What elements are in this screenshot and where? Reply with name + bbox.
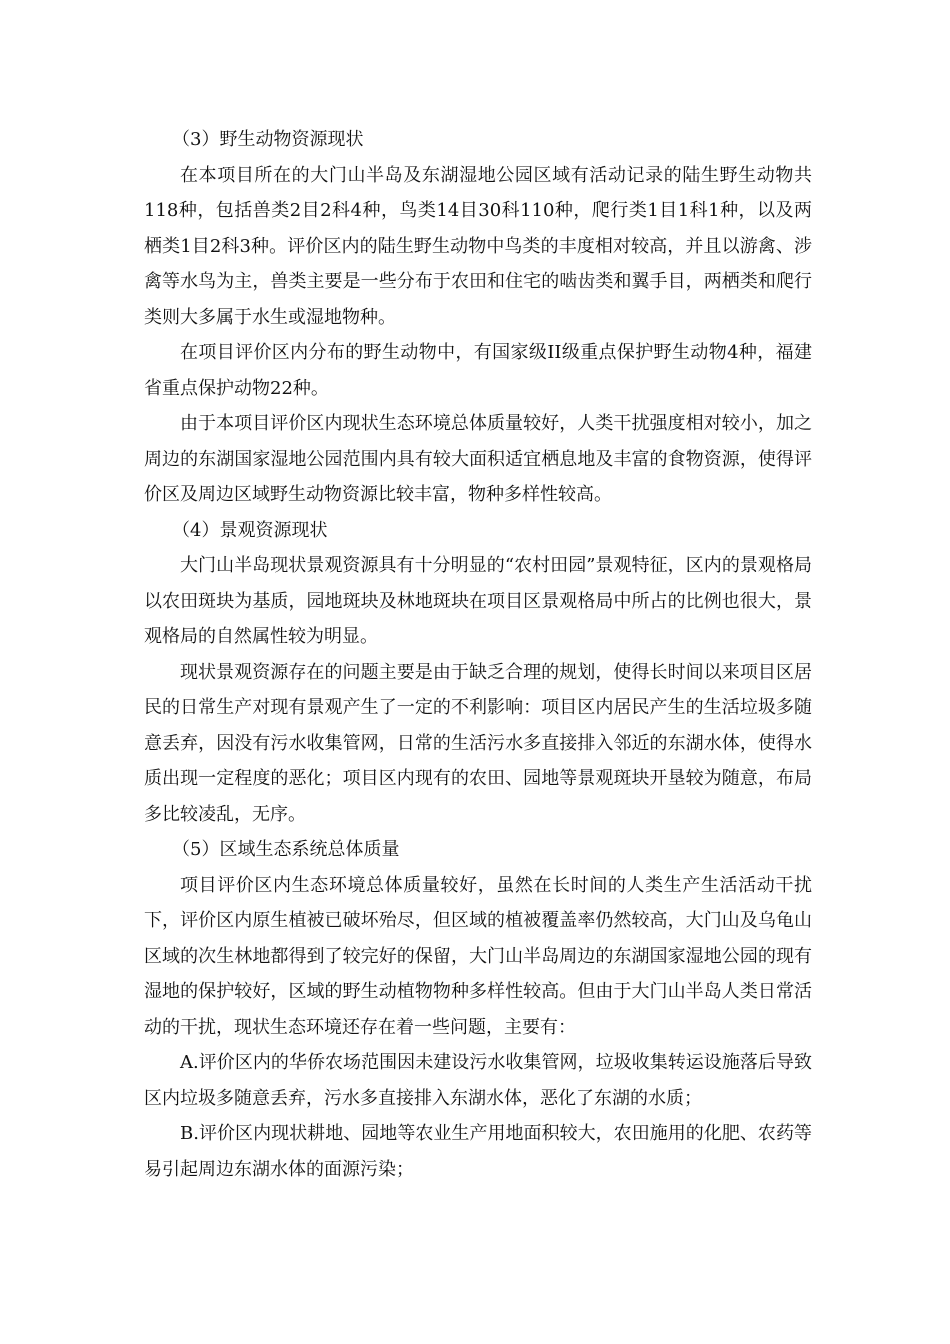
paragraph-wildlife-diversity: 由于本项目评价区内现状生态环境总体质量较好，人类干扰强度相对较小，加之周边的东湖国家湿地公园范围内具有较大面积适宜栖息地及丰富的食物资源，使得评价区及周边区域野生动物资源比较丰富，物种多样性较高。 bbox=[144, 413, 812, 505]
paragraph-protected-species: 在项目评价区内分布的野生动物中，有国家级II级重点保护野生动物4种，福建省重点保护动物22种。 bbox=[144, 342, 812, 399]
paragraph-wildlife-species: 在本项目所在的大门山半岛及东湖湿地公园区域有活动记录的陆生野生动物共118种，包括兽类2目2科4种，鸟类14目30科110种，爬行类1目1科1种，以及两栖类1目2科3种。评价区内的陆生野生动物中鸟类的丰度相对较高，并且以游禽、涉禽等水鸟为主，兽类主要是一些分布于农田和住宅的啮齿类和翼手目，两栖类和爬行类则大多属于水生或湿地物种。 bbox=[144, 164, 812, 328]
paragraph-issue-b: B.评价区内现状耕地、园地等农业生产用地面积较大，农田施用的化肥、农药等易引起周边东湖水体的面源污染； bbox=[144, 1123, 812, 1180]
paragraph-ecosystem-overview: 项目评价区内生态环境总体质量较好，虽然在长时间的人类生产生活活动干扰下，评价区内原生植被已破坏殆尽，但区域的植被覆盖率仍然较高，大门山及乌龟山区域的次生林地都得到了较完好的保留，大门山半岛周边的东湖国家湿地公园的现有湿地的保护较好，区域的野生动植物物种多样性较高。但由于大门山半岛人类日常活动的干扰，现状生态环境还存在着一些问题，主要有： bbox=[144, 874, 812, 1038]
paragraph-landscape-problems: 现状景观资源存在的问题主要是由于缺乏合理的规划，使得长时间以来项目区居民的日常生产对现有景观产生了一定的不利影响：项目区内居民产生的生活垃圾多随意丢弃，因没有污水收集管网，日常的生活污水多直接排入邻近的东湖水体，使得水质出现一定程度的恶化；项目区内现有的农田、园地等景观斑块开垦较为随意，布局多比较凌乱，无序。 bbox=[144, 661, 812, 825]
document-body bbox=[144, 122, 812, 1187]
paragraph-landscape-features: 大门山半岛现状景观资源具有十分明显的“农村田园”景观特征，区内的景观格局以农田斑块为基质，园地斑块及林地斑块在项目区景观格局中所占的比例也很大，景观格局的自然属性较为明显。 bbox=[144, 555, 812, 647]
section-heading-landscape: （4）景观资源现状 bbox=[172, 519, 328, 541]
paragraph-issue-a: A.评价区内的华侨农场范围因未建设污水收集管网，垃圾收集转运设施落后导致区内垃圾多随意丢弃，污水多直接排入东湖水体，恶化了东湖的水质； bbox=[144, 1052, 812, 1109]
section-heading-wildlife: （3）野生动物资源现状 bbox=[172, 129, 364, 150]
section-heading-ecosystem-quality: （5）区域生态系统总体质量 bbox=[172, 839, 400, 860]
